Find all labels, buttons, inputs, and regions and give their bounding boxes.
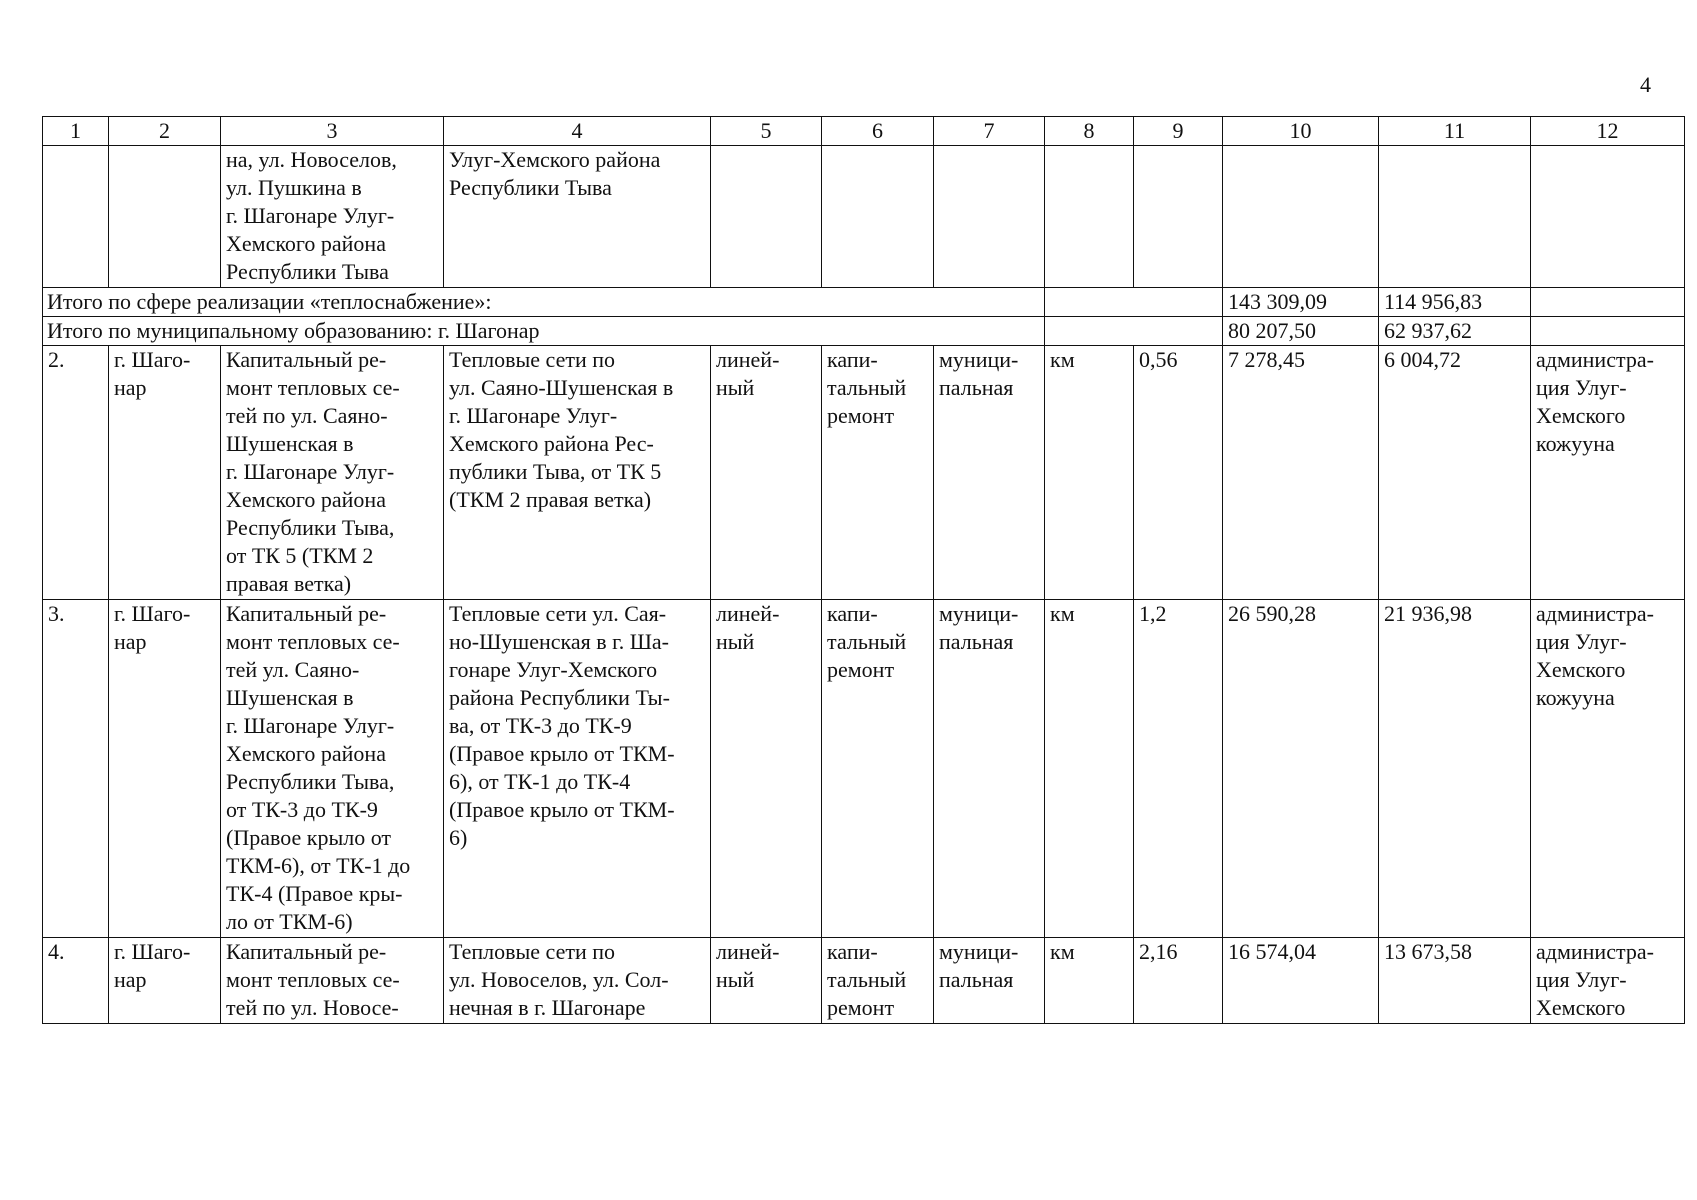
row-type: линей- ный xyxy=(711,600,822,938)
col-header-4: 4 xyxy=(444,117,711,146)
total-c10: 80 207,50 xyxy=(1223,317,1379,346)
row-responsible: администра- ция Улуг- Хемского кожууна xyxy=(1531,600,1685,938)
row-work-kind: капи- тальный ремонт xyxy=(822,938,934,1024)
total-c11: 62 937,62 xyxy=(1379,317,1531,346)
row-c11: 13 673,58 xyxy=(1379,938,1531,1024)
row-responsible: администра- ция Улуг- Хемского кожууна xyxy=(1531,346,1685,600)
total-row-municipality xyxy=(43,317,1685,346)
row-unit: км xyxy=(1045,938,1134,1024)
col-header-7: 7 xyxy=(934,117,1045,146)
row-c10: 16 574,04 xyxy=(1223,938,1379,1024)
col-header-2: 2 xyxy=(109,117,221,146)
row-c10: 7 278,45 xyxy=(1223,346,1379,600)
col-header-11: 11 xyxy=(1379,117,1531,146)
row-unit: км xyxy=(1045,346,1134,600)
row-object-name: Капитальный ре- монт тепловых се- тей ул. Саяно- Шушенская в г. Шагонаре Улуг- Хемского района Республики Тыва, от ТК-3 до ТК-9 (Правое крыло от ТКМ-6), от ТК-1 до ТК-4 (Правое кры- ло от ТКМ-6) xyxy=(221,600,444,938)
total-c10: 143 309,09 xyxy=(1223,288,1379,317)
row-ownership: муници- пальная xyxy=(934,938,1045,1024)
col-header-1: 1 xyxy=(43,117,109,146)
col-header-6: 6 xyxy=(822,117,934,146)
row-locality: г. Шаго- нар xyxy=(109,346,221,600)
row-locality: г. Шаго- нар xyxy=(109,600,221,938)
row-work-kind: капи- тальный ремонт xyxy=(822,346,934,600)
row-quantity: 2,16 xyxy=(1134,938,1223,1024)
row-number: 4. xyxy=(43,938,109,1024)
row-quantity: 0,56 xyxy=(1134,346,1223,600)
table-row xyxy=(43,938,1685,1024)
table-row xyxy=(43,600,1685,938)
row-work-kind: капи- тальный ремонт xyxy=(822,600,934,938)
row-ownership: муници- пальная xyxy=(934,600,1045,938)
row-c11: 21 936,98 xyxy=(1379,600,1531,938)
row-type: линей- ный xyxy=(711,938,822,1024)
col-header-10: 10 xyxy=(1223,117,1379,146)
row-number: 3. xyxy=(43,600,109,938)
col-header-5: 5 xyxy=(711,117,822,146)
row-object-name: Капитальный ре- монт тепловых се- тей по ул. Новосе- xyxy=(221,938,444,1024)
continuation-row xyxy=(43,146,1685,288)
row-responsible: администра- ция Улуг- Хемского xyxy=(1531,938,1685,1024)
row-ownership: муници- пальная xyxy=(934,346,1045,600)
col-header-9: 9 xyxy=(1134,117,1223,146)
row-locality: г. Шаго- нар xyxy=(109,938,221,1024)
row-object-desc: Тепловые сети ул. Сая- но-Шушенская в г. Ша- гонаре Улуг-Хемского района Республики Ты- ва, от ТК-3 до ТК-9 (Правое крыло от ТКМ- 6), от ТК-1 до ТК-4 (Правое крыло от ТКМ- 6) xyxy=(444,600,711,938)
row-c10: 26 590,28 xyxy=(1223,600,1379,938)
col-header-12: 12 xyxy=(1531,117,1685,146)
row-type: линей- ный xyxy=(711,346,822,600)
table-row xyxy=(43,346,1685,600)
col-header-8: 8 xyxy=(1045,117,1134,146)
total-c11: 114 956,83 xyxy=(1379,288,1531,317)
page-number: 4 xyxy=(1640,72,1651,97)
total-label: Итого по сфере реализации «теплоснабжение»: xyxy=(43,288,1045,317)
cont-object-desc: Улуг-Хемского района Республики Тыва xyxy=(444,146,711,288)
row-c11: 6 004,72 xyxy=(1379,346,1531,600)
column-number-row xyxy=(43,117,1685,146)
row-number: 2. xyxy=(43,346,109,600)
project-table xyxy=(42,116,1685,1024)
total-row-heat-supply xyxy=(43,288,1685,317)
row-object-name: Капитальный ре- монт тепловых се- тей по ул. Саяно- Шушенская в г. Шагонаре Улуг- Хемского района Республики Тыва, от ТК 5 (ТКМ 2 правая ветка) xyxy=(221,346,444,600)
row-quantity: 1,2 xyxy=(1134,600,1223,938)
row-object-desc: Тепловые сети по ул. Саяно-Шушенская в г. Шагонаре Улуг- Хемского района Рес- публики Тыва, от ТК 5 (ТКМ 2 правая ветка) xyxy=(444,346,711,600)
col-header-3: 3 xyxy=(221,117,444,146)
total-label: Итого по муниципальному образованию: г. Шагонар xyxy=(43,317,1045,346)
row-object-desc: Тепловые сети по ул. Новоселов, ул. Сол- нечная в г. Шагонаре xyxy=(444,938,711,1024)
cont-object-name: на, ул. Новоселов, ул. Пушкина в г. Шагонаре Улуг- Хемского района Республики Тыва xyxy=(221,146,444,288)
row-unit: км xyxy=(1045,600,1134,938)
